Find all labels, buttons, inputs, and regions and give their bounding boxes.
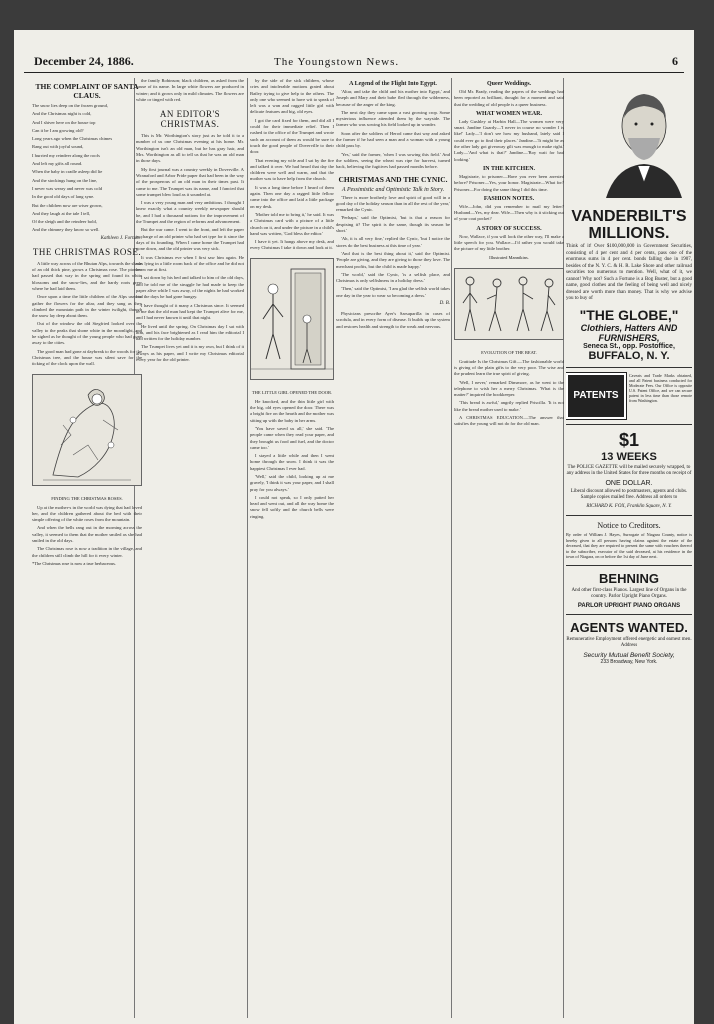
story-paragraph: Out of the window the old Siegfried looked over the valley to the peaks that shone white in the moonlight, and he sighed as he thought of the young people who had gone away to the cities. [32, 321, 142, 346]
article-paragraph: I have thought of it many a Christmas since. It seemed to me that the old man had kept the Trumpet alive for me, and I had never known it until that night. [136, 302, 244, 321]
article-body-continued [250, 399, 334, 520]
footnote: *The Christmas rose is now a true herbaceous. [32, 560, 116, 566]
intro-paragraph: the family Robinson; black children, as asked from the cause of its name. In large white flowers are produced in winter; and it grows only in mild climates. The flowers are white or tinged with red. [136, 78, 244, 102]
illustration-caption-2: EVOLUTION OF THE BEAT. [481, 349, 537, 355]
police-gazette-text: The POLICE GAZETTE will be mailed securely wrapped, to any address in the United States for three months on receipt of [566, 464, 692, 476]
article-paragraph: It was Christmas eve when I first saw him again. He was lying in a little room back of the office and he did not know me at first. [136, 254, 244, 273]
miscellany-body-2 [454, 359, 564, 428]
column-6-ads [566, 78, 692, 1018]
poem-line: I never was weary and never was cold [32, 185, 103, 191]
christmas-roses-illustration [32, 374, 142, 486]
divider [566, 614, 692, 615]
article-paragraph: 'Well,' said the child, looking up at me gravely, 'I think it was your paper, and I shall pray for you always.' [250, 473, 334, 492]
paper-name: The Youngstown News. [274, 56, 400, 68]
image-caption: FINDING THE CHRISTMAS ROSES. [51, 495, 123, 501]
notice-text: By order of William J. Hayes, Surrogate of Niagara County, notice is hereby given to all persons having claims against the estate of the deceased, that they are required to present the same with vouchers thereof to the subscriber, executor of the said deceased, at his residence in the town of Niagara, on or before the 1st day of June next. [566, 532, 692, 560]
legend-paragraph: 'Altar, and take the child and his mother into Egypt,' and Joseph and Mary and their babe fled through the wilderness, because of the anger of the king. [336, 89, 450, 107]
cynic-paragraph: 'Ah, it is all very fine,' replied the Cynic, 'but I notice the stores do the best business at this time of year.' [336, 236, 450, 248]
article-paragraph: I could not speak, so I only patted her head and went out, and all the way home the snow fell softly and the church bells were ringing. [250, 494, 334, 519]
article-body [136, 133, 244, 363]
column-rule [451, 78, 452, 1018]
globe-headline: "THE GLOBE," [579, 306, 679, 323]
poem-line: Long years ago when the Christmas chimes [32, 136, 113, 142]
weddings-body [454, 89, 564, 108]
story-body-continued [32, 505, 142, 559]
poem-line: The snow lies deep on the frozen ground, [32, 103, 109, 108]
poem-line: Can it be I am growing old? [32, 127, 84, 133]
agents-address: 233 Broadway, New York. [600, 658, 658, 665]
article-paragraph: My first journal was a country weekly in Doverville. A Wranaford and Arbor Pride paper that had been in the way of the prosperous of an old man in their times past. It came to me. The Trumpet was its name, and I fancied that some trumpet blew loud as it sounded at. [136, 166, 244, 197]
article-paragraph: I got the card fixed for them, and did all I could for their immediate relief. Then I rushed to the office of the Trumpet and wrote such an account of them as would be sure to touch the good people of Doverville to their door. [250, 117, 334, 155]
cynic-paragraph: 'The world,' said the Cynic, 'is a selfish place, and Christmas is only selfishness in a holiday dress.' [336, 271, 450, 284]
cynic-paragraph: 'There is more brotherly love and spirit of good will in a good day of the holiday season than in all the rest of the year,' remarked the Cynic. [336, 194, 450, 213]
globe-address: Seneca St., opp. Postoffice, [583, 342, 675, 350]
globe-city: BUFFALO, N. Y. [588, 349, 670, 362]
story-paragraph: Up at the mother-s in the world was dying that had loved her, and the children gathered about the bed with their simple offering of the white roses from the mountain. [32, 504, 142, 523]
poem-line: In the good old days of lang syne. [32, 194, 95, 200]
publisher: RICHARD K. FOX, Franklin Square, N. Y. [586, 503, 672, 509]
poem-line: And they laugh at the tale I tell, [32, 210, 91, 216]
poem-line: But the children now are wiser grown, [32, 202, 103, 208]
miscellany-paragraph: 'This bread is awful,' angrily replied Priscilla. 'It is not like the bread mother used to make.' [454, 400, 564, 412]
issue-date: December 24, 1886. [34, 54, 134, 68]
article-paragraph: He lived until the spring. On Christmas day I sat with him, and his face brightened as I read him the editorial I had written for the holiday number. [136, 323, 244, 342]
article-paragraph: It was a long time before I heard of them again. Then one day a ragged little fellow came into the office and laid a little package on my desk. [250, 184, 334, 209]
miscellany-paragraph: Lady Gushley at Harbin Hall—The women were very smart. Jandine Guardy—'I never in course no wonder I is like!' Lady—'I don't see how my husband, lately said I could ever go to find their places.' Jandine—'It might be as the other lady got giveaway gilt was enough to make right.' Lady—'And what is that?' Jandine—'Boy wait for bad looking.' [454, 118, 564, 162]
cynic-title: CHRISTMAS AND THE CYNIC. [338, 174, 448, 184]
column-4 [336, 78, 450, 1018]
cynic-body [336, 195, 450, 299]
cynic-subtitle: A Pessimistic and Optimistic Talk in Story. [341, 186, 445, 193]
vanderbilt-portrait [566, 78, 690, 198]
column-1 [32, 78, 142, 1018]
article-paragraph: He knocked, and the thin little girl with the big, old eyes opened the door. There was a bright fire on the hearth and the mother was sitting up with the baby in her arms. [250, 398, 334, 423]
cynic-signature: D. B. [439, 301, 450, 307]
masthead [24, 54, 684, 73]
article-paragraph: I have it yet. It hangs above my desk, and every Christmas I take it down and look at it. [250, 239, 334, 251]
story-paragraph: The good man had gone at daybreak to the woods for the Christmas tree, and the house was silent save for the ticking of the clock upon the wall. [32, 348, 142, 367]
legend-paragraph: Soon after the soldiers of Herod came that way and asked the farmer if he had seen a man and a woman with a young child pass by. [336, 130, 450, 149]
story-body [32, 261, 142, 368]
behning-subline: PARLOR UPRIGHT PIANO ORGANS [577, 602, 681, 609]
divider [566, 424, 692, 425]
legend-title: A Legend of the Flight Into Egypt. [349, 81, 437, 87]
image-caption: THE LITTLE GIRL OPENED THE DOOR. [251, 389, 333, 395]
column-5 [454, 78, 564, 1018]
one-dollar: ONE DOLLAR. [605, 479, 653, 487]
divider [566, 565, 692, 566]
article-paragraph: 'Mother told me to bring it,' he said. It was a Christmas card with a picture of a little church on it, and under the picture in a child's hand was written, 'God bless the editor.' [250, 211, 334, 236]
legend-paragraph: 'Yes,' said the farmer, 'when I was sowing this field.' And the soldiers, seeing the wheat was ripe for harvest, turned back, believing the fugitives had passed months before. [336, 151, 450, 170]
subhead: A STORY OF SUCCESS. [476, 225, 542, 232]
poem-line: Of the sleigh and the reindeer bold, [32, 219, 97, 225]
miscellany-paragraph: Now, Wallace, if you will look the other way, I'll make a little speech for you. Wallace—I'd rather you would take the picture of my little brother. [454, 233, 564, 252]
poem-line: And the Christmas night is cold, [32, 111, 92, 117]
miscellany-body [454, 111, 564, 253]
poem-verses [32, 103, 142, 234]
miscellany-paragraph: A CHRISTMAS EDUCATION.—The answer that satisfies the young will not do for the old man. [454, 415, 564, 427]
behning-text: And other first-class Pianos. Largest line of Organs in the country. Parlor Upright Piano Organs. [571, 587, 687, 600]
story-paragraph: The Christmas rose is now a tradition in the village, and the children still climb the hill for it every winter. [32, 546, 142, 558]
mannikins-illustration [454, 268, 564, 340]
globe-subheadline: Clothiers, Hatters AND FURNISHERS, [580, 322, 678, 343]
agents-headline: AGENTS WANTED. [570, 619, 688, 635]
sarsaparilla-notice [336, 311, 450, 330]
page-number: 6 [672, 54, 678, 68]
article-paragraph: This is Mr. Worthington's story just as he told it to a number of us one Christmas evening at his home. Mr. Worthington isn't an old man, but he has gray hair, and Mrs. Worthington as all to tell us that he was an old man in those days. [136, 133, 244, 164]
patents-banner: PATENTS [566, 373, 626, 419]
poem-line: Rang out with joyful sound, [32, 144, 84, 150]
weeks-headline: 13 WEEKS [601, 450, 657, 463]
article-title: AN EDITOR'S CHRISTMAS. [159, 109, 221, 130]
girl-opened-door-illustration [250, 258, 334, 380]
newspaper-page [14, 30, 694, 1024]
notice-title: Notice to Creditors. [597, 521, 661, 530]
subhead: WHAT WOMEN WEAR. [475, 110, 543, 117]
column-3 [250, 78, 334, 1018]
column-rule [247, 78, 248, 1018]
column-2 [136, 78, 244, 1018]
weddings-paragraph: Old Mr. Brady, reading the papers of the weddings had been reported as brilliant, thought for a moment and said that the wedding of old people is a queer business. [454, 89, 564, 107]
divider [566, 367, 692, 368]
legend-paragraph: The next day they came upon a vast growing crop. Some mysterious influence attended them by the wayside. The farmer who was sowing his field looked up in wonder. [336, 109, 450, 128]
cynic-paragraph: 'Then,' said the Optimist, 'I am glad the selfish world takes one day in the year to wear so becoming a dress.' [336, 286, 450, 298]
behning-headline: BEHNING [599, 570, 659, 586]
cynic-paragraph: 'Perhaps,' said the Optimist, 'but is that a reason for despising it? The spirit is the same, though its season be short.' [336, 215, 450, 234]
illustration-caption: Illustrated Mannikins. [489, 254, 529, 260]
story-paragraph: A little way across of the Bhutan Alps, towards the shade of an old thick pine, grows a Christmas rose. The pioneer had passed that way in the spring and found its white blossoms and the snow-lies, and the hardy roots grew where he had laid them. [32, 260, 142, 291]
agents-text: Remunerative Employment offered energetic and earnest men. Address [566, 636, 692, 649]
poem-line: And left my gifts all round. [32, 161, 83, 167]
police-gazette-text-2: Liberal discount allowed to postmasters, agents and clubs. Sample copies mailed free. Address all orders to [570, 488, 688, 500]
legend-body [336, 89, 450, 171]
poem-line: And I shiver here on the house top [32, 119, 96, 125]
article-paragraph: by the side of the sick children, whose cries and intolerable motions grated about Bailey trying to give help to the others. The only one who seemed to have wit to speak of left was a wan and ragged little girl with delicate features and big, old eyes. [250, 78, 334, 115]
miscellany-paragraph: Wife—John, did you remember to mail my letter? Husband—Yes, my dear. Wife—Then why is it sticking out of your coat pocket? [454, 203, 564, 222]
article-body [250, 78, 334, 252]
article-paragraph: I stayed a little while and then I went home through the snow. I think it was the happiest Christmas I ever had. [250, 453, 334, 471]
poem-line: When the baby in cradle asleep did lie [32, 169, 103, 175]
story-paragraph: Once upon a time the little children of the Alps used to gather the flowers for the altar, and they sang as they climbed the mountain path in the winter twilight, though the snow lay deep about them. [32, 294, 142, 319]
miscellany-paragraph: 'Well, I never,' remarked Dinsmore, as he went to the telephone to wish her a merry Christmas. 'What is the matter?' inquired the bookkeeper. [454, 379, 564, 398]
story-title: THE CHRISTMAS ROSE. [32, 246, 142, 257]
story-paragraph: And when the bells rang out in the morning across the valley, it seemed to them that the mother smiled as she had smiled in the old days. [32, 525, 142, 543]
article-paragraph: That evening my wife and I sat by the fire and talked it over. We had heard that day the children were well and warm, and that the mother was to have help from the church. [250, 157, 334, 182]
notice-paragraph: Physicians prescribe Ayer's Sarsaparilla in cases of scrofula, and in every form of disease. It builds up the system and restores health and strength to the weak and nervous. [336, 311, 450, 329]
cynic-paragraph: 'And that is the best thing about it,' said the Optimist. 'People are giving, and they are giving to those they love. The merchant profits, but the child is made happy.' [336, 250, 450, 269]
article-paragraph: I was a very young man and very ambitious. I thought I knew exactly what a country weekly newspaper should be, and I had a thousand notions for the improvement of the Trumpet and the region of reforms and advancement. [136, 200, 244, 225]
subhead: IN THE KITCHEN. [482, 165, 536, 172]
intro-text [136, 78, 244, 103]
article-paragraph: 'You have saved us all,' she said. 'The people came when they read your paper, and they brought us food and fuel, and the doctor came too.' [250, 425, 334, 450]
patents-ad [566, 373, 692, 419]
patents-text: Caveats and Trade Marks obtained, and all Patent business conducted for Moderate Fees. Our Office is opposite U.S. Patent Office, and we can secure patent in less time than those remote from Washington. [629, 372, 692, 403]
poem-line: I hurried my reindeer along the roofs [32, 152, 100, 158]
article-paragraph: The Trumpet lives yet and it is my own, but I think of it always as his paper, and I write my Christmas editorial every year for the old printer. [136, 344, 244, 362]
agents-society: Security Mutual Benefit Society, [583, 651, 675, 659]
weddings-title: Queer Weddings. [486, 81, 532, 87]
price-headline: $1 [618, 429, 640, 450]
poem-line: And the chimney they know so well. [32, 227, 100, 233]
miscellany-paragraph: Magistrate, to prisoner—Have you ever been arrested before? Prisoner—Yes, your honor. Magistrate—What for? Prisoner—For doing the same thing I did this time. [454, 173, 564, 192]
subhead: FASHION NOTES. [483, 195, 535, 202]
poem-line: And the stockings hung on the line, [32, 177, 98, 183]
article-paragraph: But the war came. I went to the front, and left the paper in charge of an old printer who had set type for it since the days of its founding. When I came home the Trumpet had gone down, and the old printer was very sick. [136, 227, 244, 252]
article-paragraph: I sat down by his bed and talked to him of the old days, and he told me of the struggle he had made to keep the paper alive while I was away, of the nights he had worked and the days he had gone hungry. [136, 275, 244, 300]
poem-title: THE COMPLAINT OF SANTA CLAUS. [35, 82, 139, 100]
divider [566, 515, 692, 516]
vanderbilt-headline: VANDERBILT'S MILLIONS. [571, 208, 687, 242]
vanderbilt-text: Think of it! Over $100,000,000 in Government Securities, consisting of 4 per cent and 4 per cents, pass one of the enormous sums in 4 per cent. bonds falling due in 1907, besides of the N. Y. C. & H. R. Lake Shore and other railroad securities too numerous to mention. Well, what of it, we cannot! Why not? Such a Fortune is a Bog Buster, but a good name, good clothes and the feeling of being well and nicely dressed are worth more than money. That is why we advise you to buy of [566, 244, 692, 301]
miscellany-paragraph: Gratitude Is the Christmas Gift.—The fashionable world is giving of the plain gifts to the very poor. The wise and the prudent learn the true spirit of giving. [454, 358, 564, 377]
poem-signature: Kathleen J. Fortune. [100, 235, 142, 241]
